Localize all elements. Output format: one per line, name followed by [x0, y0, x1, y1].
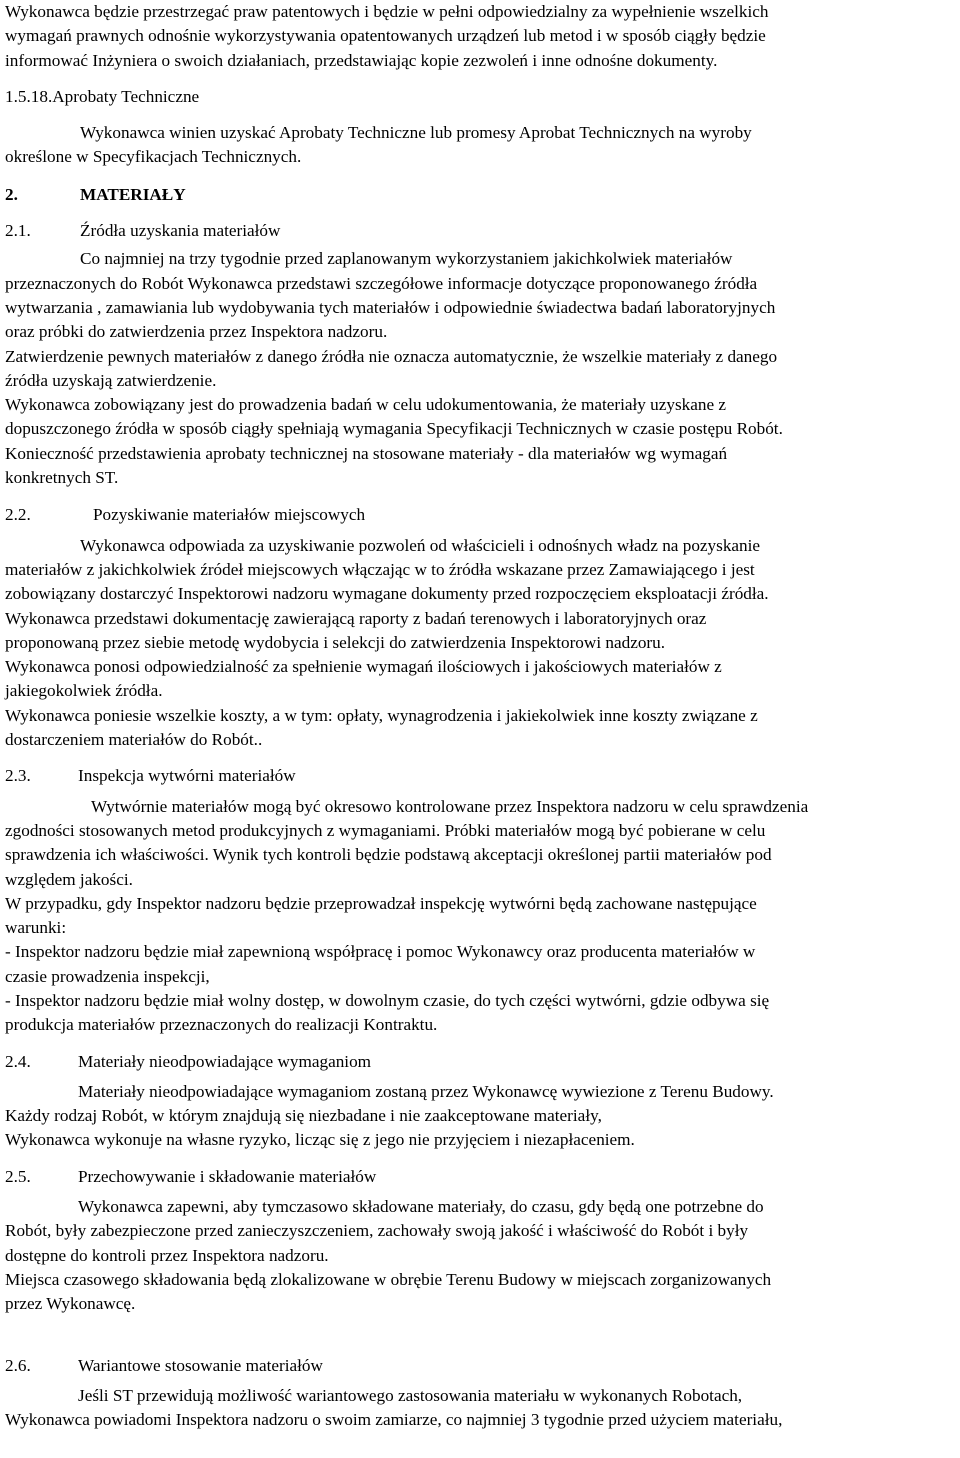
text-line: informować Inżyniera o swoich działaniach, przedstawiając kopie zezwoleń i inne odnośne dokumenty. [5, 50, 718, 70]
text-line: wytwarzania , zamawiania lub wydobywania tych materiałów i odpowiednie świadectwa badań laboratoryjnych [5, 297, 776, 317]
text-line: jakiegokolwiek źródła. [5, 681, 163, 701]
text-line: sprawdzenia ich właściwości. Wynik tych kontroli będzie podstawą akceptacji określonej partii materiałów pod [5, 845, 772, 865]
text-line: źródła uzyskają zatwierdzenie. [5, 370, 217, 390]
text-line: Jeśli ST przewidują możliwość wariantowego zastosowania materiału w wykonanych Robotach, [78, 1385, 743, 1405]
text-line: dostarczeniem materiałów do Robót.. [5, 730, 263, 750]
text-line: Wykonawca zobowiązany jest do prowadzenia badań w celu udokumentowania, że materiały uzyskane z [5, 395, 727, 415]
chapter-number: 2. [5, 184, 18, 204]
text-line: Każdy rodzaj Robót, w którym znajdują się niezbadane i nie zaakceptowane materiały, [5, 1106, 602, 1126]
section-title: Wariantowe stosowanie materiałów [78, 1355, 323, 1375]
text-line: Wykonawca będzie przestrzegać praw patentowych i będzie w pełni odpowiedzialny za wypełnienie wszelkich [5, 2, 769, 21]
text-line: Wytwórnie materiałów mogą być okresowo kontrolowane przez Inspektora nadzoru w celu sprawdzenia [91, 796, 809, 816]
section-2-6 [5, 1354, 957, 1433]
text-line: konkretnych ST. [5, 468, 119, 488]
section-2-5 [5, 1165, 957, 1317]
section-heading [5, 1050, 957, 1074]
section-heading [5, 1354, 957, 1378]
section-number: 2.6. [5, 1355, 31, 1375]
text-line: czasie prowadzenia inspekcji, [5, 966, 210, 986]
text-line: - Inspektor nadzoru będzie miał wolny dostęp, w dowolnym czasie, do tych części wytwórni, gdzie odbywa się [5, 990, 770, 1010]
text-line: Zatwierdzenie pewnych materiałów z danego źródła nie oznacza automatycznie, że wszelkie materiały z danego [5, 346, 778, 366]
text-line: przez Wykonawcę. [5, 1294, 136, 1314]
text-line: Wykonawca powiadomi Inspektora nadzoru o swoim zamiarze, co najmniej 3 tygodnie przed użyciem materiału, [5, 1410, 783, 1430]
section-heading [5, 503, 957, 527]
section-2-4 [5, 1050, 957, 1153]
text-line: przeznaczonych do Robót Wykonawca przedstawi szczegółowe informacje dotyczące proponowanego źródła [5, 273, 758, 293]
text-line: wymagań prawnych odnośnie wykorzystywania opatentowanych urządzeń lub metod i w sposób ciągły będzie [5, 26, 766, 46]
text-line: względem jakości. [5, 869, 133, 889]
section-2-1 [5, 219, 957, 490]
text-line: W przypadku, gdy Inspektor nadzoru będzie przeprowadzał inspekcję wytwórni będą zachowane następujące [5, 893, 757, 913]
section-title: Przechowywanie i składowanie materiałów [78, 1166, 377, 1186]
text-line: określone w Specyfikacjach Technicznych. [5, 147, 302, 167]
text-line: Wykonawca winien uzyskać Aprobaty Techniczne lub promesy Aprobat Technicznych na wyroby [80, 123, 752, 143]
chapter-title: MATERIAŁY [80, 184, 186, 204]
document-page [5, 0, 957, 1432]
text-line: dostępne do kontroli przez Inspektora nadzoru. [5, 1245, 329, 1265]
section-title: Aprobaty Techniczne [52, 86, 200, 106]
section-title: Pozyskiwanie materiałów miejscowych [93, 505, 366, 525]
text-line: Wykonawca ponosi odpowiedzialność za spełnienie wymagań ilościowych i jakościowych materiałów z [5, 657, 722, 677]
text-line: zgodności stosowanych metod produkcyjnych z wymaganiami. Próbki materiałów mogą być pobierane w celu [5, 820, 766, 840]
section-number: 1.5.18. [5, 86, 53, 106]
section-2-3 [5, 764, 957, 1037]
text-line: warunki: [5, 918, 67, 938]
section-heading [5, 1165, 957, 1189]
text-line: materiałów z jakichkolwiek źródeł miejscowych włączając w to źródła wskazane przez Zamawiającego i jest [5, 559, 755, 579]
text-line: Wykonawca przedstawi dokumentację zawierającą raporty z badań terenowych i laboratoryjnych oraz [5, 608, 707, 628]
text-line: Robót, były zabezpieczone przed zanieczyszczeniem, zachowały swoją jakość i właściwość do Robót i były [5, 1221, 749, 1241]
section-number: 2.5. [5, 1166, 31, 1186]
text-line: Miejsca czasowego składowania będą zlokalizowane w obrębie Terenu Budowy w miejscach zorganizowanych [5, 1269, 772, 1289]
text-line: Wykonawca odpowiada za uzyskiwanie pozwoleń od właścicieli i odnośnych władz na pozyskanie [80, 535, 761, 555]
section-2-2 [5, 503, 957, 752]
section-title: Inspekcja wytwórni materiałów [78, 766, 296, 786]
section-heading [5, 85, 957, 109]
section-heading [5, 219, 957, 243]
section-1-5-18 [5, 85, 957, 170]
text-line: Konieczność przedstawienia aprobaty technicznej na stosowane materiały - dla materiałów wg wymagań [5, 443, 728, 463]
section-title: Źródła uzyskania materiałów [80, 221, 281, 241]
text-line: Wykonawca wykonuje na własne ryzyko, licząc się z jego nie przyjęciem i niezapłaceniem. [5, 1130, 635, 1150]
section-number: 2.3. [5, 766, 31, 786]
text-line: oraz próbki do zatwierdzenia przez Inspektora nadzoru. [5, 322, 388, 342]
text-line: Wykonawca zapewni, aby tymczasowo składowane materiały, do czasu, gdy będą one potrzebne do [78, 1197, 764, 1217]
text-line: Materiały nieodpowiadające wymaganiom zostaną przez Wykonawcę wywiezione z Terenu Budowy. [78, 1081, 774, 1101]
section-title: Materiały nieodpowiadające wymaganiom [78, 1051, 372, 1071]
intro-paragraph [5, 0, 957, 73]
text-line: Co najmniej na trzy tygodnie przed zaplanowanym wykorzystaniem jakichkolwiek materiałów [80, 249, 733, 269]
text-line: dopuszczonego źródła w sposób ciągły spełniają wymagania Specyfikacji Technicznych w czasie postępu Robót. [5, 419, 783, 439]
section-heading [5, 764, 957, 788]
section-number: 2.4. [5, 1051, 31, 1071]
section-number: 2.2. [5, 505, 31, 525]
chapter-heading [5, 183, 957, 207]
text-line: - Inspektor nadzoru będzie miał zapewnioną współpracę i pomoc Wykonawcy oraz producenta materiałów w [5, 942, 756, 962]
text-line: Wykonawca poniesie wszelkie koszty, a w tym: opłaty, wynagrodzenia i jakiekolwiek inne koszty związane z [5, 705, 758, 725]
text-line: produkcja materiałów przeznaczonych do realizacji Kontraktu. [5, 1015, 438, 1035]
text-line: proponowaną przez siebie metodę wydobycia i selekcji do zatwierdzenia Inspektorowi nadzoru. [5, 632, 666, 652]
section-number: 2.1. [5, 221, 31, 241]
text-line: zobowiązany dostarczyć Inspektorowi nadzoru wymagane dokumenty przed rozpoczęciem eksploatacji źródła. [5, 584, 769, 604]
